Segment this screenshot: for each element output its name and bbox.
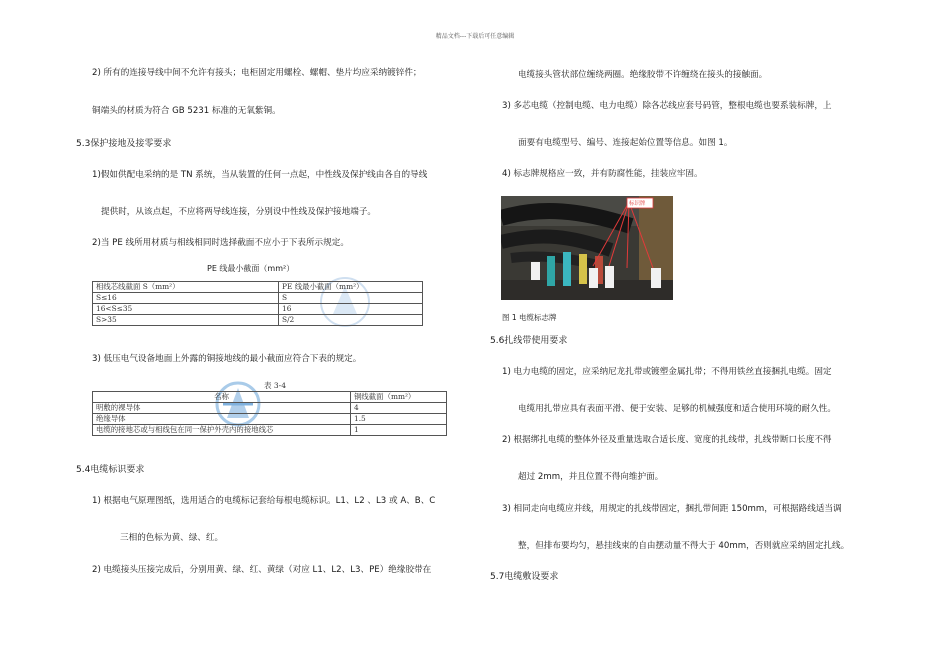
right-para-6b: 整，但排布要均匀，悬挂线束的自由摆动量不得大于 40mm，否则就应采纳固定扎线。 [518, 541, 850, 551]
table-row [93, 392, 447, 403]
right-para-1: 电缆接头管状部位缠绕两圈。绝缘胶带不许缠绕在接头的接触面。 [518, 70, 768, 80]
table-row [93, 293, 423, 304]
right-para-4b: 电缆用扎带应具有表面平滑、便于安装、足够的机械强度和适合使用环境的耐久性。 [518, 404, 836, 414]
right-para-2a: 3) 多芯电缆（控制电缆、电力电缆）除各芯线应套号码管，整根电缆也要系装标牌，上 [502, 101, 832, 111]
table-cell: S≤16 [93, 293, 279, 304]
table-row [93, 403, 447, 414]
pe-min-section-table [92, 281, 423, 326]
right-para-4a: 1) 电力电缆的固定，应采纳尼龙扎带或镀塑金属扎带；不得用铁丝直接捆扎电缆。固定 [502, 367, 832, 377]
table-cell: 1 [351, 425, 447, 436]
table-cell: S/2 [279, 315, 423, 326]
cable-photo-illustration [501, 196, 673, 300]
section-5-6-heading: 5.6扎线带使用要求 [490, 336, 568, 346]
table-cell: 1.5 [351, 414, 447, 425]
table-cell: S>35 [93, 315, 279, 326]
table-row [93, 425, 447, 436]
table2-title: 表 3-4 [264, 381, 286, 390]
table-cell: 铜线截面（mm²） [351, 392, 447, 403]
ground-wire-section-table [92, 391, 447, 436]
table-row [93, 282, 423, 293]
left-para-1: 2) 所有的连接导线中间不允许有接头；电柜固定用螺栓、螺帽、垫片均应采纳镀锌件； [92, 68, 422, 78]
page-header: 精品文档---下载后可任意编辑 [435, 33, 515, 40]
table-row [93, 315, 423, 326]
table-cell: 明敷的裸导体 [93, 403, 351, 414]
left-para-3b: 提供时，从该点起，不应将两导线连接，分别设中性线及保护接地端子。 [101, 207, 377, 217]
left-para-4: 2)当 PE 线所用材质与相线相同时选择截面不应小于下表所示规定。 [92, 238, 349, 248]
table-cell: PE 线最小截面（mm²） [279, 282, 423, 293]
section-5-7-heading: 5.7电缆敷设要求 [490, 572, 559, 582]
right-para-2b: 面要有电缆型号、编号、连接起始位置等信息。如图 1。 [518, 138, 733, 148]
right-para-6a: 3) 相同走向电缆应并线，用规定的扎线带固定，捆扎带间距 150mm，可根据路线适当调 [502, 504, 842, 514]
figure-caption: 图 1 电缆标志牌 [502, 313, 557, 322]
section-5-3-heading: 5.3保护接地及接零要求 [76, 139, 172, 149]
left-para-3a: 1)假如供配电采纳的是 TN 系统，当从装置的任何一点起，中性线及保护线由各自的导线 [92, 170, 428, 180]
table-cell: 16 [279, 304, 423, 315]
table1-title: PE 线最小截面（mm²） [207, 264, 295, 273]
table-cell: 电缆的接地芯或与相线包在同一保护外壳内的接地线芯 [93, 425, 351, 436]
table-row [93, 304, 423, 315]
right-para-5a: 2) 根据绑扎电缆的整体外径及重量选取合适长度、宽度的扎线带，扎线带断口长度不得 [502, 435, 832, 445]
table-cell: 绝缘导体 [93, 414, 351, 425]
left-para-5: 3) 低压电气设备地面上外露的铜接地线的最小截面应符合下表的规定。 [92, 354, 362, 364]
table-cell: 名称 [93, 392, 351, 403]
cable-tag-photo [501, 196, 673, 300]
left-para-6b: 三相的色标为黄、绿、红。 [120, 533, 224, 543]
left-para-6a: 1) 根据电气原理图纸，选用适合的电缆标记套给每根电缆标识。L1、L2 、L3 或 A、B、C [92, 496, 436, 506]
table-cell: 16<S≤35 [93, 304, 279, 315]
tag-label: 标识牌 [629, 201, 646, 207]
table-row [93, 414, 447, 425]
right-para-3: 4) 标志牌规格应一致，并有防腐性能，挂装应牢固。 [502, 169, 703, 179]
section-5-4-heading: 5.4电缆标识要求 [76, 465, 145, 475]
table-cell: 4 [351, 403, 447, 414]
table-cell: S [279, 293, 423, 304]
left-para-2: 铜端头的材质为符合 GB 5231 标准的无氧紫铜。 [92, 106, 281, 116]
right-para-5b: 超过 2mm，并且位置不得向维护面。 [518, 472, 664, 482]
table-cell: 相线芯线截面 S（mm²） [93, 282, 279, 293]
left-para-7: 2) 电缆接头压接完成后，分别用黄、绿、红、黄绿（对应 L1、L2、L3、PE）绝缘胶带在 [92, 565, 432, 575]
